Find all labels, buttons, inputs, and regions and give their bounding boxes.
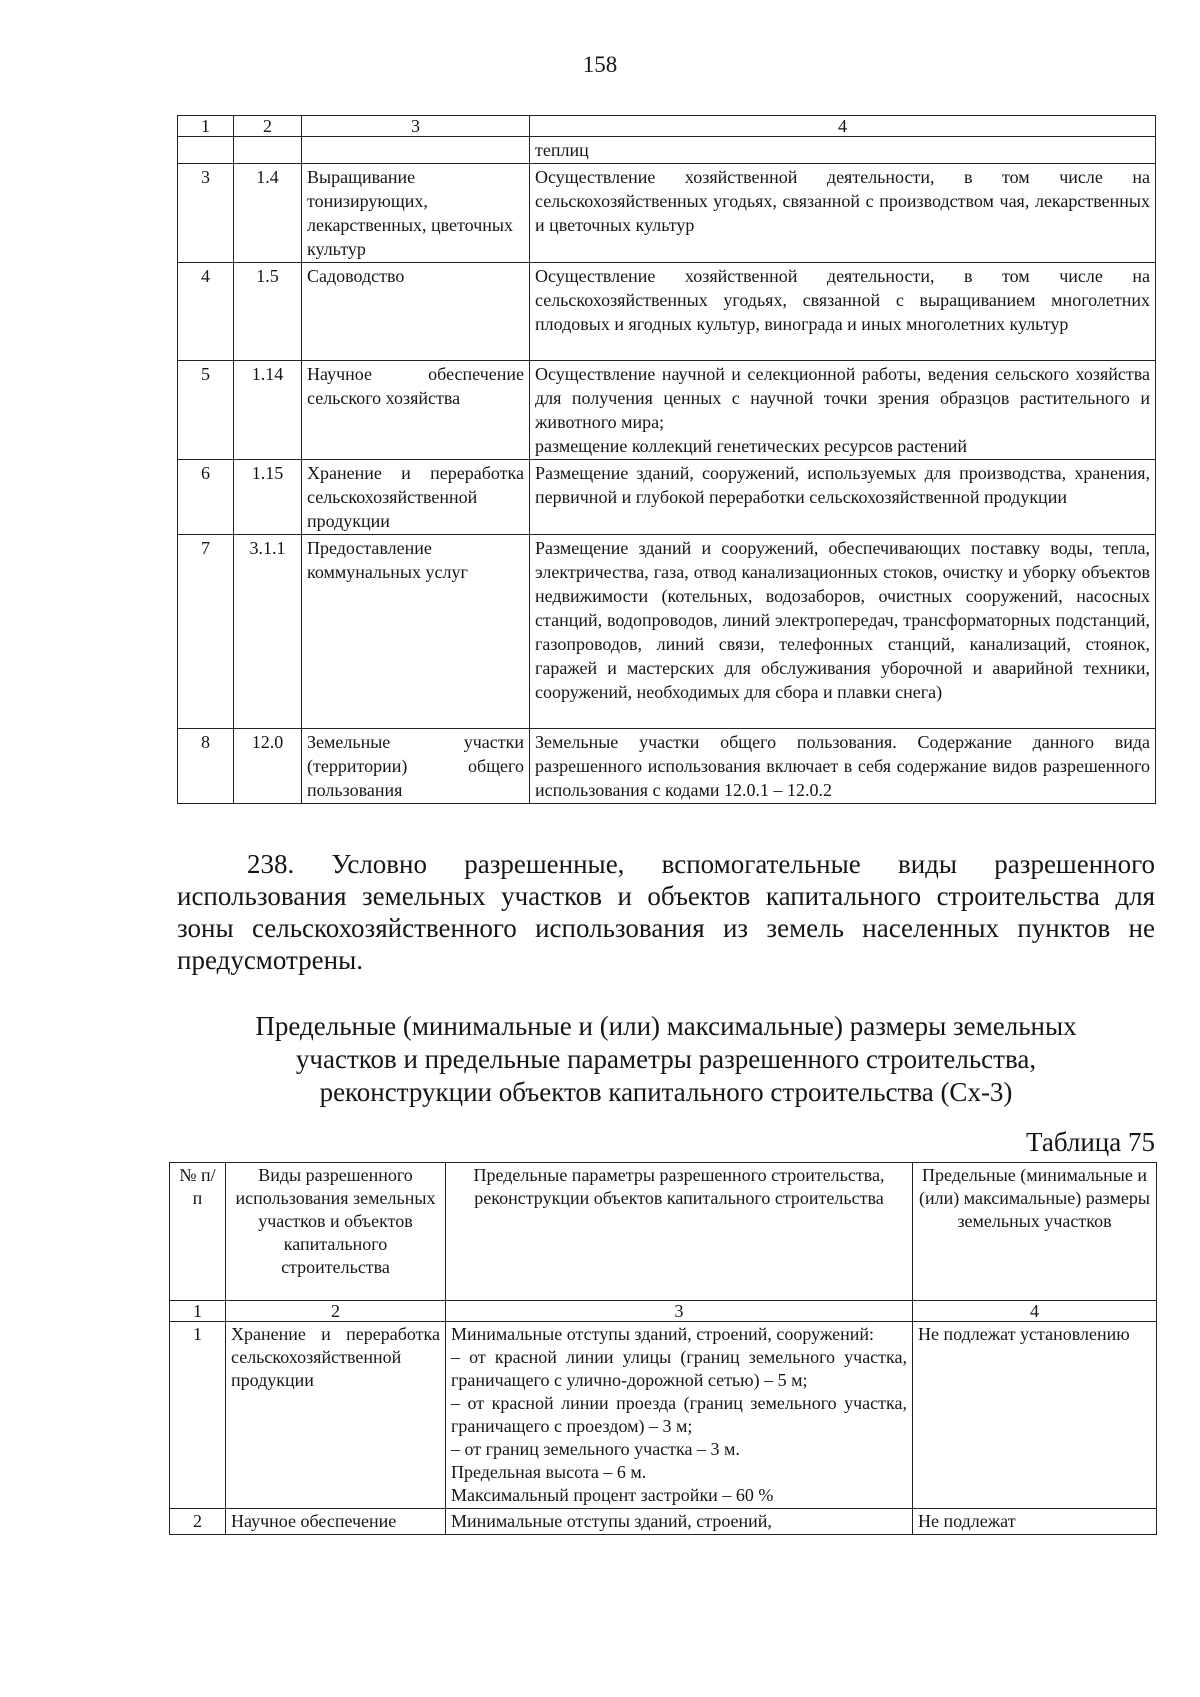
header-cell: 2 <box>234 116 302 137</box>
table-row <box>178 535 1156 729</box>
table-caption: Таблица 75 <box>1026 1127 1155 1157</box>
row-name: Научное обеспечение сельского хозяйства <box>302 361 530 460</box>
table-row <box>170 1509 1157 1535</box>
heading-line: Предельные (минимальные и (или) максимальные) размеры земельных <box>255 1011 1077 1041</box>
row-number: 2 <box>170 1509 226 1535</box>
row-description-part: Осуществление научной и селекционной работы, ведения сельского хозяйства для получения ценных с научной точки зрения образцов растительного и животного мира; <box>535 364 1150 432</box>
row-description: Осуществление хозяйственной деятельности, в том числе на сельскохозяйственных угодьях, связанной с производством чая, лекарственных и цветочных культур <box>530 164 1156 263</box>
header-cell: Виды разрешенного использования земельных участков и объектов капитального строительства <box>226 1163 446 1301</box>
param-line: Минимальные отступы зданий, строений, сооружений: <box>451 1324 875 1344</box>
row-kind: Хранение и переработка сельскохозяйственной продукции <box>226 1322 446 1509</box>
row-number: 8 <box>178 729 234 804</box>
row-name: Предоставление коммунальных услуг <box>302 535 530 729</box>
row-name: Хранение и переработка сельскохозяйственной продукции <box>302 460 530 535</box>
table-header-row <box>170 1163 1157 1301</box>
column-number: 4 <box>913 1301 1157 1322</box>
header-cell: № п/п <box>170 1163 226 1301</box>
description-cell: теплиц <box>530 137 1156 164</box>
table-row <box>178 137 1156 164</box>
row-name: Выращивание тонизирующих, лекарственных, цветочных культур <box>302 164 530 263</box>
permitted-uses-table <box>177 115 1156 804</box>
row-code: 1.15 <box>234 460 302 535</box>
column-number: 1 <box>170 1301 226 1322</box>
table-row <box>178 263 1156 361</box>
header-cell: Предельные параметры разрешенного строительства, реконструкции объектов капитального строительства <box>446 1163 913 1301</box>
row-name: Земельные участки (территории) общего пользования <box>302 729 530 804</box>
row-kind: Научное обеспечение <box>226 1509 446 1535</box>
param-line: – от красной линии улицы (границ земельного участка, граничащего с улично-дорожной сетью) – 5 м; <box>451 1347 907 1390</box>
header-cell: Предельные (минимальные и (или) максимальные) размеры земельных участков <box>913 1163 1157 1301</box>
param-line: – от красной линии проезда (границ земельного участка, граничащего с проездом) – 3 м; <box>451 1393 907 1436</box>
table-row <box>170 1322 1157 1509</box>
table-header-row <box>178 116 1156 137</box>
row-number: 7 <box>178 535 234 729</box>
row-number: 4 <box>178 263 234 361</box>
header-cell: 1 <box>178 116 234 137</box>
row-description: Земельные участки общего пользования. Содержание данного вида разрешенного использования включает в себя содержание видов разрешенного использования с кодами 12.0.1 – 12.0.2 <box>530 729 1156 804</box>
row-code: 1.5 <box>234 263 302 361</box>
row-number: 5 <box>178 361 234 460</box>
page-number: 158 <box>582 52 618 77</box>
row-code: 1.14 <box>234 361 302 460</box>
section-paragraph: 238. Условно разрешенные, вспомогательные виды разрешенного использования земельных участков и объектов капитального строительства для зоны сельскохозяйственного использования из земель населенных пунктов не предусмотрены. <box>177 849 1155 975</box>
table-row <box>178 729 1156 804</box>
section-heading <box>177 1010 1155 1109</box>
param-line: Максимальный процент застройки – 60 % <box>451 1485 774 1505</box>
row-name: Садоводство <box>302 263 530 361</box>
row-size: Не подлежат установлению <box>913 1322 1157 1509</box>
row-code: 3.1.1 <box>234 535 302 729</box>
row-description-part: размещение коллекций генетических ресурсов растений <box>535 436 968 456</box>
heading-line: реконструкции объектов капитального строительства (Сх-3) <box>319 1077 1013 1107</box>
param-line: Предельная высота – 6 м. <box>451 1462 647 1482</box>
row-code: 12.0 <box>234 729 302 804</box>
row-number: 3 <box>178 164 234 263</box>
table-row <box>178 361 1156 460</box>
row-description: Осуществление хозяйственной деятельности, в том числе на сельскохозяйственных угодьях, связанной с выращиванием многолетних плодовых и ягодных культур, винограда и иных многолетних культур <box>530 263 1156 361</box>
table-row <box>178 460 1156 535</box>
row-code: 1.4 <box>234 164 302 263</box>
row-params <box>446 1322 913 1509</box>
heading-line: участков и предельные параметры разрешенного строительства, <box>295 1044 1037 1074</box>
header-cell: 3 <box>302 116 530 137</box>
param-line: – от границ земельного участка – 3 м. <box>451 1439 740 1459</box>
parameters-table <box>169 1162 1157 1535</box>
row-description <box>530 361 1156 460</box>
row-params: Минимальные отступы зданий, строений, <box>446 1509 913 1535</box>
row-number: 1 <box>170 1322 226 1509</box>
header-cell: 4 <box>530 116 1156 137</box>
row-number: 6 <box>178 460 234 535</box>
row-description: Размещение зданий и сооружений, обеспечивающих поставку воды, тепла, электричества, газа, отвод канализационных стоков, очистку и уборку объектов недвижимости (котельных, водозаборов, очистных сооружений, насосных станций, водопроводов, линий электропередач, трансформаторных подстанций, газопроводов, линий связи, телефонных станций, канализаций, стоянок, гаражей и мастерских для обслуживания уборочной и аварийной техники, сооружений, необходимых для сбора и плавки снега) <box>530 535 1156 729</box>
row-size: Не подлежат <box>913 1509 1157 1535</box>
column-number: 3 <box>446 1301 913 1322</box>
table-row <box>178 164 1156 263</box>
column-number-row <box>170 1301 1157 1322</box>
column-number: 2 <box>226 1301 446 1322</box>
row-description: Размещение зданий, сооружений, используемых для производства, хранения, первичной и глубокой переработки сельскохозяйственной продукции <box>530 460 1156 535</box>
